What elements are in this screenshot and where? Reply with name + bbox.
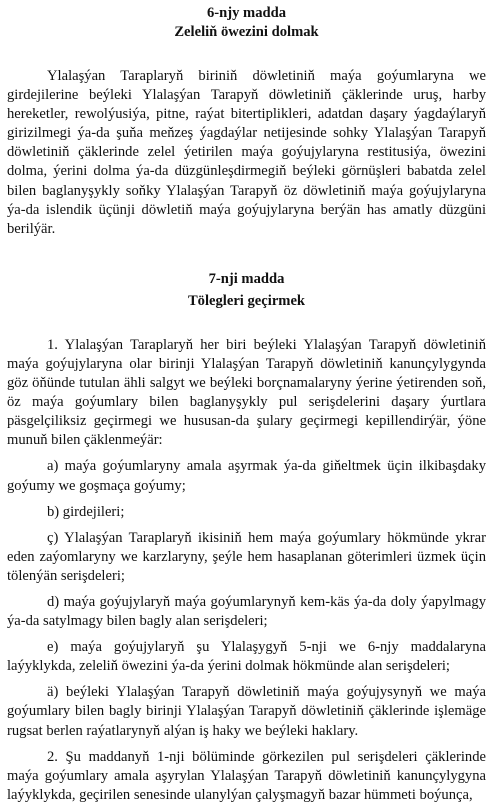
list-item-a-umlaut: ä) beýleki Ylalaşýan Tarapyň döwletiniň maýa goýujysynyň we maýa goýumlary bilen bagly birinji Ylalaşýan Tarapyň döwletiniň çäklerinde işlemäge rugsat berlen raýatlarynyň alýan iş haky we beýleki haklary. [7, 684, 486, 739]
list-item-c-cedilla: ç) Ylalaşýan Taraplaryň ikisiniň hem maýa goýumlary hökmünde ykrar eden zaýomlaryny we karzlaryny, şeýle hem hasaplanan göterimleri üzmek üçin tölenýän serişdeleri; [7, 529, 486, 584]
list-item-d: d) maýa goýujylaryň maýa goýumlarynyň kem-käs ýa-da doly ýapylmagy ýa-da satylmagy bilen bagly alan serişdeleri; [7, 593, 486, 630]
article-7-title: Tölegleri geçirmek [187, 292, 306, 309]
article-6-paragraph: Ylalaşýan Taraplaryň biriniň döwletiniň maýa goýumlaryna we girdejilerine beýleki Ylalaşýan Tarapyň döwletiniň çäklerinde uruş, harby hereketler, rewolýusiýa, pitne, raýat bitertiplikleri, adatdan daşary ýagdaýlaryň girizilmegi ýa-da şuňa meňzeş ýagdaýlar netijesinde sohky Ylalaşýan Tarapyň döwletiniň çäklerinde zelel ýetirilen maýa goýujylaryna restitusiýa, öwezini dolma, ýerini dolma ýa-da düzgünleşdirmegiň beýleki görnüşleri babatda zelel bilen baglanyşykly soňky Ylalaşýan Tarapyň öz döwletiniň maýa goýujylaryna ýa-da islendik üçünji döwletiň maýa goýujylaryna berýän has amatly düzgüni berilýär. [7, 68, 486, 237]
list-item-b: b) girdejileri; [47, 503, 125, 520]
article-7-paragraph-2: 2. Şu maddanyň 1-nji bölüminde görkezilen pul serişdeleri çäklerinde maýa goýumlary amala aşyrylan Ylalaşýan Tarapyň döwletiniň kanunçylygyna laýyklykda, geçirilen senesinde ulanylýan çalyşmagyň bazar hümmeti boýunça, [7, 748, 486, 803]
list-item-e: e) maýa goýujylaryň şu Ylalaşygyň 5-nji we 6-njy maddalaryna laýyklykda, zeleliň öwezini ýa-da ýerini dolmak hökmünde alan serişdeleri; [7, 639, 486, 675]
article-6-number: 6-njy madda [206, 5, 287, 21]
article-7-number: 7-nji madda [208, 270, 285, 287]
article-6-title: Zeleliň öwezini dolmak [174, 24, 319, 40]
list-item-a: a) maýa goýumlaryny amala aşyrmak ýa-da giňeltmek üçin ilkibaşdaky goýumy we goşmaça goýumy; [7, 458, 486, 494]
article-7-paragraph-1: 1. Ylalaşýan Taraplaryň her biri beýleki Ylalaşýan Tarapyň döwletiniň maýa goýujylaryna olar birinji Ylalaşýan Tarapyň döwletiniň kanunçylygynda göz öňünde tutulan ähli salgyt we beýleki borçnamalaryny ýerine ýetirenden soň, öz maýa goýumlary bilen baglanyşykly pul serişdelerini daşary ýurtlara päsgelçiliksiz geçirmegi we hususan-da şulary geçirmegi kepillendirýär, ýöne munuň bilen çäklenmeýär: [7, 336, 486, 449]
